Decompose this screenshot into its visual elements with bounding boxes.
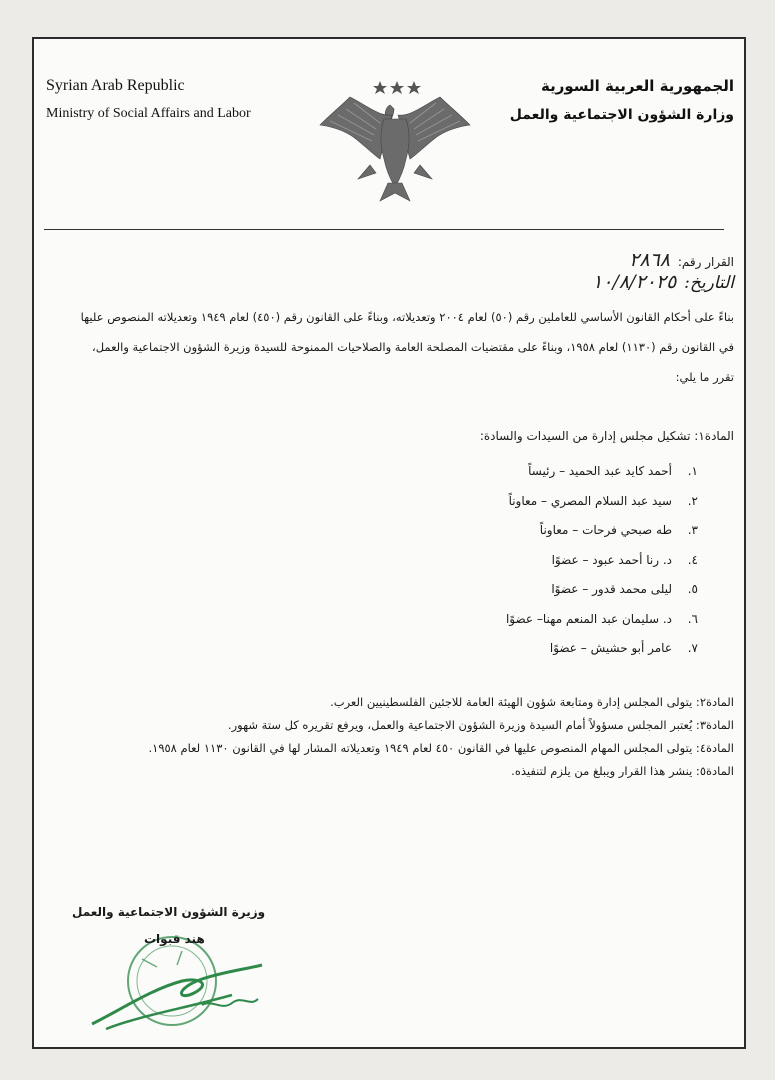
- member-name: عامر أبو حشيش – عضوًا: [549, 641, 672, 655]
- member-number: ٥.: [687, 582, 698, 596]
- member-name: سيد عبد السلام المصري – معاوناً: [508, 493, 672, 508]
- member-number: ٤.: [687, 552, 698, 567]
- member-number: ٧.: [687, 641, 698, 655]
- preamble-text: بناءً على أحكام القانون الأساسي للعاملين رقم (٥٠) لعام ٢٠٠٤ وتعديلاته، وبناءً على القانون رقم (٤٥٠) لعام ١٩٤٩ وتعديلاته المنصوص عليها في القانون رقم (١١٣٠) لعام ١٩٥٨، وبناءً على مقتضيات المصلحة العامة والصلاحيات الممنوحة للسيدة وزيرة الشؤون الاجتماعية والعمل، تقرر ما يلي:: [80, 310, 734, 384]
- list-item: [506, 634, 698, 664]
- article-5: المادة٥: ينشر هذا القرار ويبلغ من يلزم لتنفيذه.: [511, 764, 734, 778]
- article-4: المادة٤: يتولى المجلس المهام المنصوص عليها في القانون ٤٥٠ لعام ١٩٤٩ وتعديلاته المشار لها في القانون ١١٣٠ لعام ١٩٥٨.: [148, 741, 734, 755]
- article-2: المادة٢: يتولى المجلس إدارة ومتابعة شؤون الهيئة العامة للاجئين الفلسطينيين العرب.: [330, 695, 734, 709]
- decision-date-value: ١٠/٨/٢٠٢٥: [592, 271, 677, 293]
- minister-title: وزيرة الشؤون الاجتماعية والعمل: [72, 905, 266, 919]
- board-members-list: [506, 457, 698, 664]
- ministry-name-ar: وزارة الشؤون الاجتماعية والعمل: [509, 107, 734, 123]
- ministry-name-en: Ministry of Social Affairs and Labor: [46, 106, 251, 121]
- list-item: [506, 546, 698, 576]
- list-item: [506, 605, 698, 635]
- member-name: طه صبحي فرحات – معاوناً: [539, 523, 672, 537]
- member-number: ١.: [687, 464, 698, 478]
- decision-number-label: القرار رقم:: [677, 255, 734, 269]
- decision-number: [629, 249, 734, 271]
- header-divider: [44, 229, 724, 230]
- member-number: ٢.: [687, 493, 698, 508]
- arabic-letterhead: [510, 77, 734, 123]
- decision-date: [592, 271, 734, 293]
- article-1: المادة١: تشكيل مجلس إدارة من السيدات والسادة:: [479, 429, 734, 443]
- list-item: [506, 457, 698, 487]
- list-item: [506, 487, 698, 517]
- country-name-en: Syrian Arab Republic: [46, 77, 185, 94]
- member-number: ٦.: [687, 611, 698, 626]
- member-name: ليلى محمد قدور – عضوًا: [551, 582, 672, 596]
- decision-date-label: التاريخ:: [684, 273, 734, 293]
- decision-number-value: ٢٨٦٨: [629, 249, 670, 271]
- document-page: [32, 37, 746, 1049]
- english-letterhead: [46, 77, 251, 122]
- list-item: [506, 575, 698, 605]
- member-name: أحمد كايد عبد الحميد – رئيساً: [528, 464, 672, 478]
- eagle-emblem-icon: [310, 75, 480, 205]
- country-name-ar: الجمهورية العربية السورية: [541, 77, 734, 95]
- articles-block: [50, 691, 734, 783]
- member-name: د. رنا أحمد عبود – عضوًا: [551, 552, 672, 567]
- list-item: [506, 516, 698, 546]
- article-3: المادة٣: يُعتبر المجلس مسؤولاً أمام السيدة وزيرة الشؤون الاجتماعية والعمل، ويرفع تقريره كل ستة شهور.: [227, 718, 734, 732]
- minister-name: هند قبوات: [144, 932, 205, 946]
- member-name: د. سليمان عبد المنعم مهنا– عضوًا: [505, 611, 672, 626]
- member-number: ٣.: [687, 523, 698, 537]
